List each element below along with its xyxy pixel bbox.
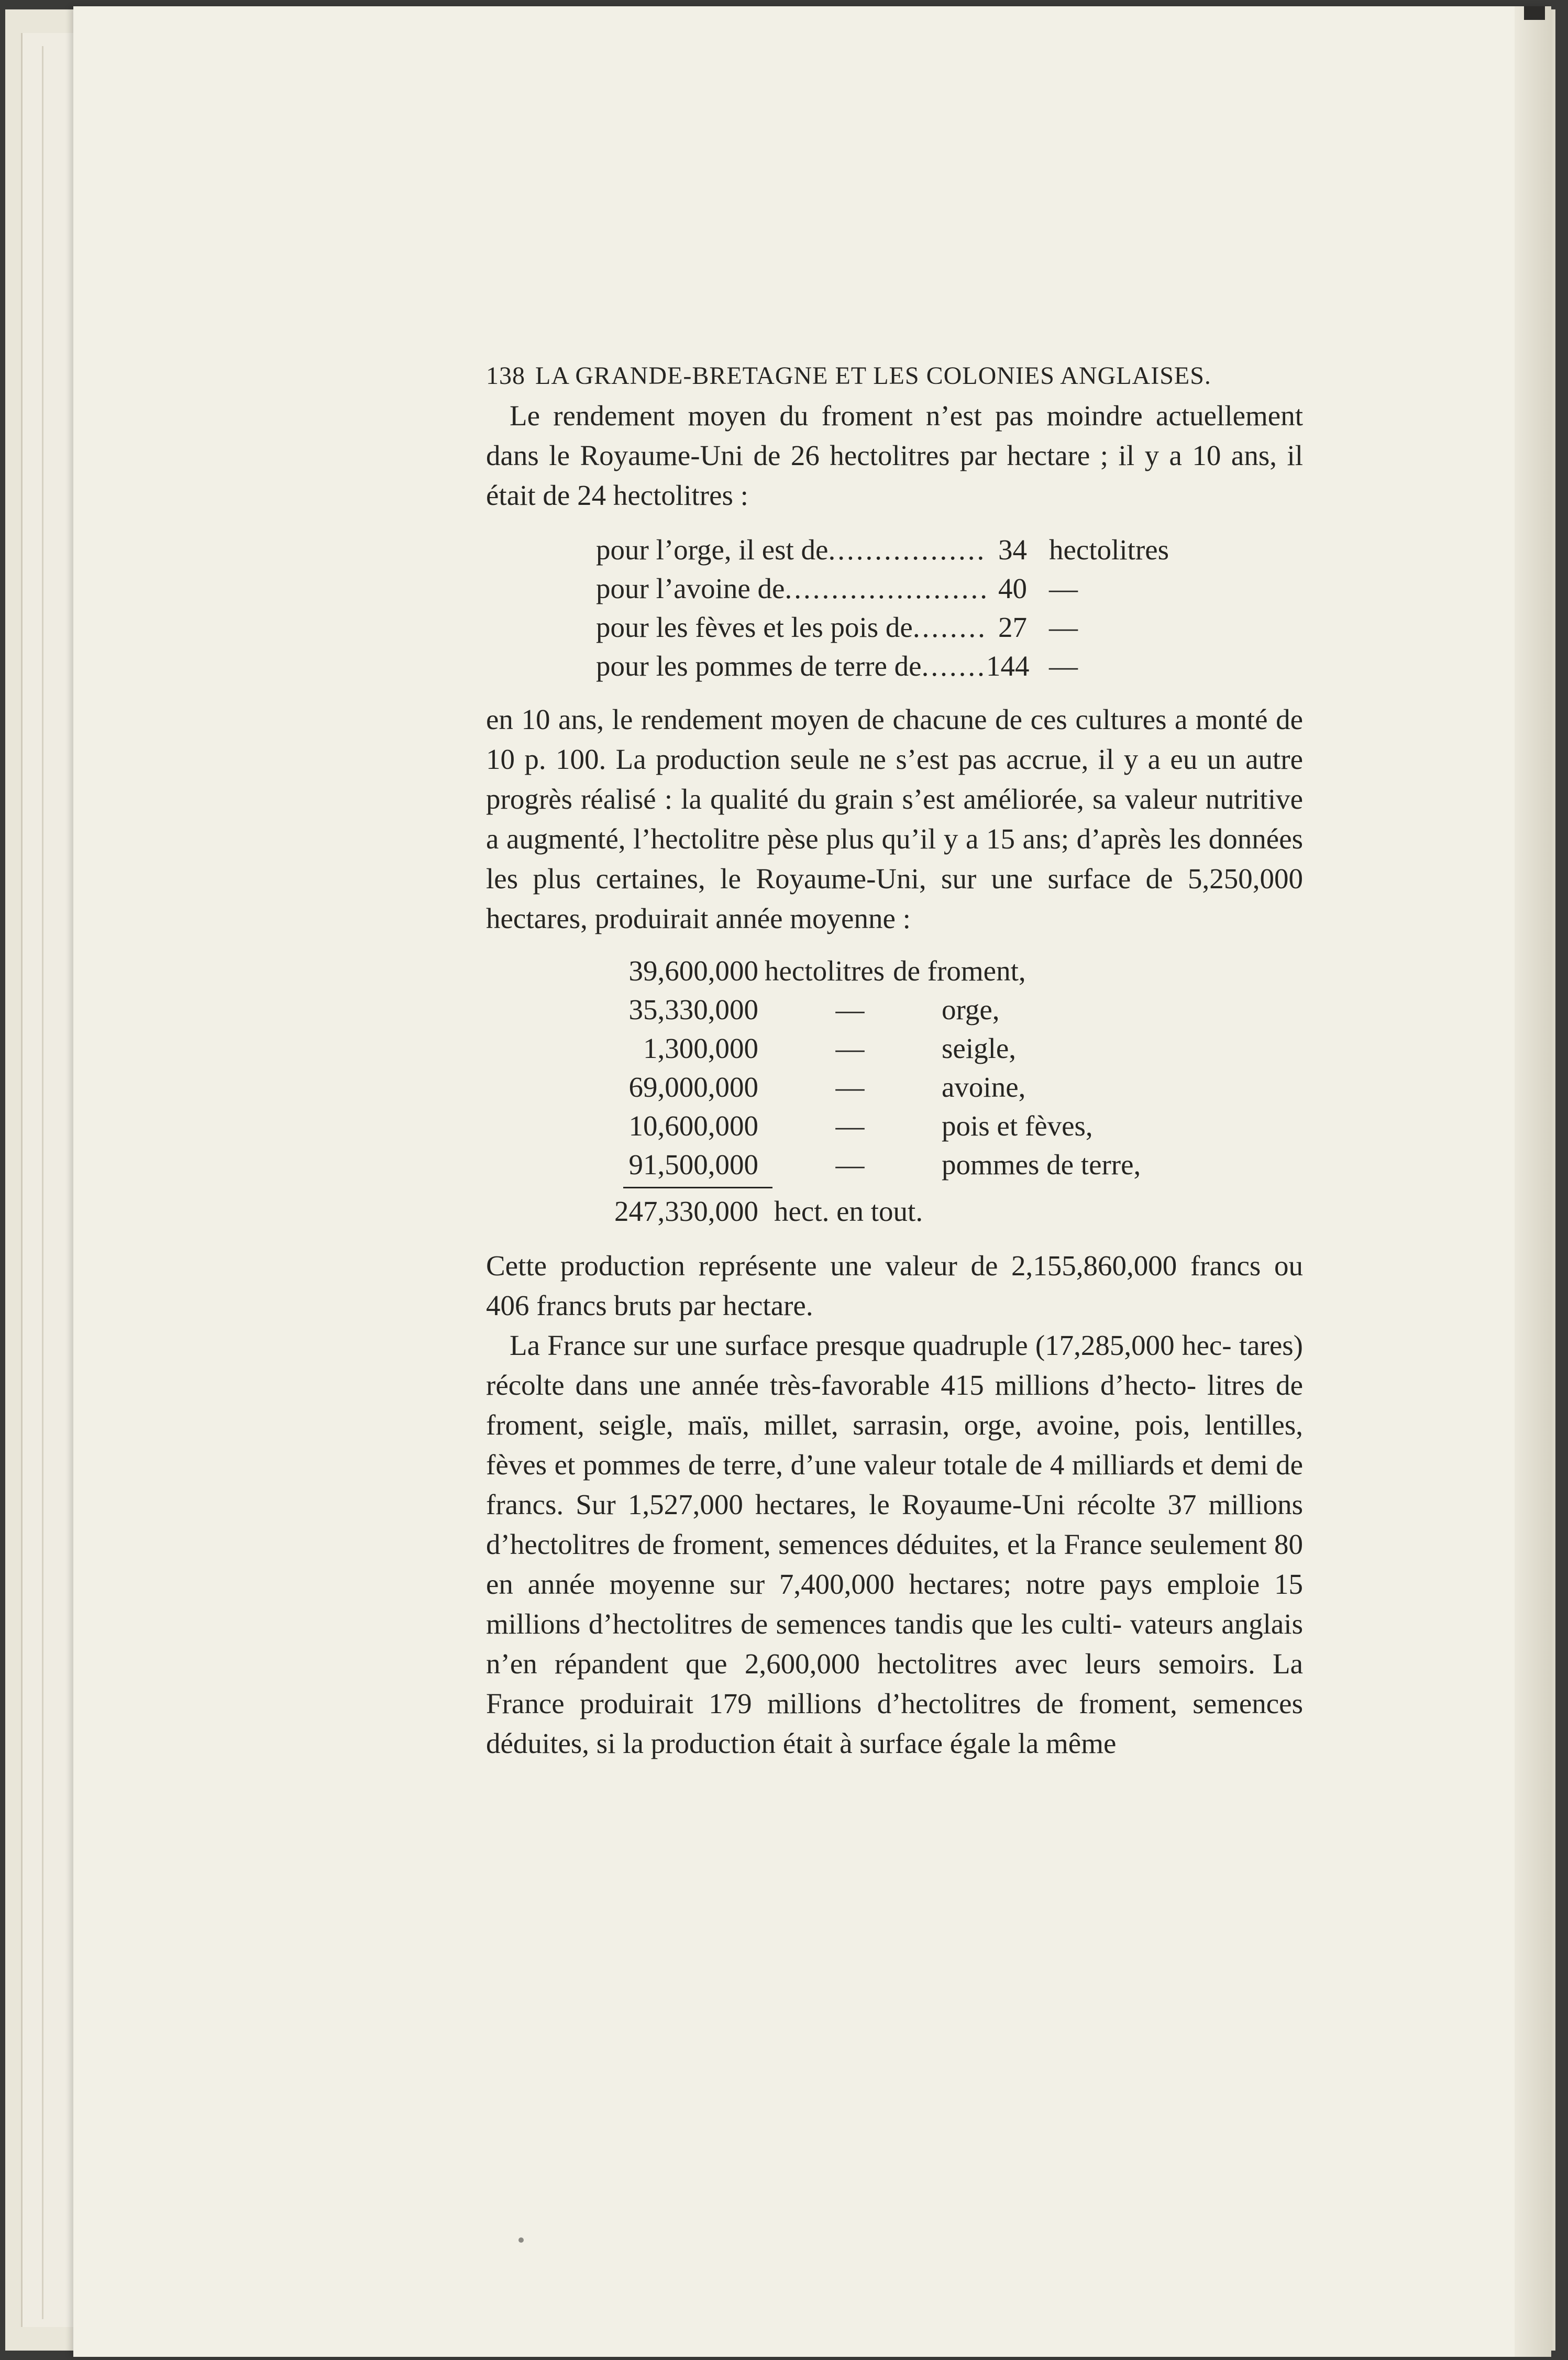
crop-label: pour les pommes de terre de ..... (596, 646, 986, 685)
yield-table (596, 530, 1303, 685)
text-line: La France sur une surface presque quadruple (17,285,000 hec- (510, 1329, 1232, 1361)
production-unit: — (835, 1149, 865, 1181)
production-table (614, 951, 1303, 1230)
page-text (486, 356, 1303, 1763)
text-line: 5,250,000 hectares, produirait année moyenne : (486, 863, 1304, 934)
text-line: nutritive a augmenté, l’hectolitre pèse plus qu’il y a 15 ans; d’après (486, 783, 1304, 855)
table-row (623, 1029, 1303, 1067)
crop-label: pour l’avoine de ..... (596, 569, 986, 608)
text-line: semoirs. La France produirait 179 millions d’hectolitres de froment, (486, 1648, 1304, 1719)
text-line: et demi de francs. Sur 1,527,000 hectares, le Royaume-Uni récolte (486, 1449, 1304, 1520)
yield-unit: hectolitres (1049, 534, 1169, 566)
table-row (623, 951, 1303, 990)
total-amount: 247,330,000 (614, 1195, 758, 1227)
total-row (610, 1192, 1303, 1230)
crop-label: pour l’orge, il est de ..... (596, 530, 986, 569)
production-amount: 39,600,000 (628, 955, 758, 987)
production-crop: orge, (942, 994, 1000, 1025)
text-line: emploie 15 millions d’hectolitres de semences tandis que les culti- (486, 1568, 1303, 1640)
table-row (596, 646, 1303, 685)
table-row (623, 1106, 1303, 1145)
production-unit: — (835, 994, 865, 1025)
text-line: ou 406 francs bruts par hectare. (486, 1250, 1304, 1321)
table-row (623, 1067, 1303, 1106)
text-line: Le rendement moyen du froment n’est pas moindre actuellement (510, 400, 1303, 432)
table-row (623, 990, 1303, 1029)
production-unit: hectolitres (765, 955, 885, 987)
production-unit: — (835, 1032, 865, 1064)
paragraph-value (486, 1246, 1303, 1326)
yield-value: 34 (998, 534, 1027, 566)
table-row (596, 530, 1303, 569)
text-line: tares) récolte dans une année très-favorable 415 millions d’hecto- (486, 1329, 1303, 1401)
page-gutter-shadow (1515, 6, 1551, 2357)
yield-value: 40 (998, 572, 1027, 604)
text-line: 37 millions d’hectolitres de froment, semences déduites, et la France (486, 1488, 1303, 1560)
production-crop: pois et fèves, (942, 1110, 1093, 1142)
yield-unit: — (1049, 572, 1078, 604)
production-unit: — (835, 1071, 865, 1103)
text-line: litres de froment, seigle, maïs, millet, sarrasin, orge, avoine, pois, (486, 1369, 1303, 1441)
text-line: autre progrès réalisé : la qualité du grain s’est améliorée, sa valeur (486, 743, 1303, 815)
production-amount: 10,600,000 (628, 1110, 758, 1142)
production-crop: avoine, (942, 1071, 1026, 1103)
text-line: les données les plus certaines, le Royaume-Uni, sur une surface de (486, 823, 1304, 895)
text-line: il était de 24 hectolitres : (486, 439, 1303, 511)
table-row (623, 1145, 1303, 1184)
production-unit: — (835, 1110, 865, 1142)
production-amount: 91,500,000 (628, 1149, 758, 1181)
paragraph-france (486, 1326, 1303, 1763)
total-label: hect. en tout. (774, 1195, 923, 1227)
text-line: lentilles, fèves et pommes de terre, d’une valeur totale de 4 milliards (486, 1409, 1303, 1481)
production-crop: de froment, (893, 955, 1026, 987)
paper-speck (518, 2237, 524, 2243)
text-line: Cette production représente une valeur de 2,155,860,000 francs (486, 1250, 1261, 1282)
table-row (596, 569, 1303, 608)
running-title: LA GRANDE-BRETAGNE ET LES COLONIES ANGLAISES. (535, 362, 1211, 390)
corner-mark (1524, 6, 1545, 20)
paragraph-intro (486, 396, 1303, 515)
page-number: 138 (486, 362, 525, 390)
text-line: semences déduites, si la production était à surface égale la même (486, 1688, 1303, 1759)
yield-value: 144 (986, 650, 1030, 682)
text-line: de 10 p. 100. La production seule ne s’est pas accrue, il y a eu un (486, 703, 1303, 775)
production-crop: pommes de terre, (942, 1149, 1141, 1181)
production-amount: 1,300,000 (643, 1032, 758, 1064)
crop-label: pour les fèves et les pois de ..... (596, 608, 986, 646)
production-amount: 69,000,000 (628, 1071, 758, 1103)
text-line: seulement 80 en année moyenne sur 7,400,000 hectares; notre pays (486, 1528, 1304, 1600)
yield-value: 27 (998, 611, 1027, 643)
text-line: en 10 ans, le rendement moyen de chacune de ces cultures a monté (486, 703, 1268, 735)
text-line: vateurs anglais n’en répandent que 2,600,000 hectolitres avec leurs (486, 1608, 1303, 1680)
yield-unit: — (1049, 611, 1078, 643)
paragraph-progress (486, 700, 1303, 939)
production-crop: seigle, (942, 1032, 1017, 1064)
text-line: dans le Royaume-Uni de 26 hectolitres par hectare ; il y a 10 ans, (486, 439, 1277, 471)
yield-unit: — (1049, 650, 1078, 682)
sum-rule (623, 1187, 772, 1188)
production-amount: 35,330,000 (628, 994, 758, 1025)
running-header (486, 356, 1303, 396)
table-row (596, 608, 1303, 646)
